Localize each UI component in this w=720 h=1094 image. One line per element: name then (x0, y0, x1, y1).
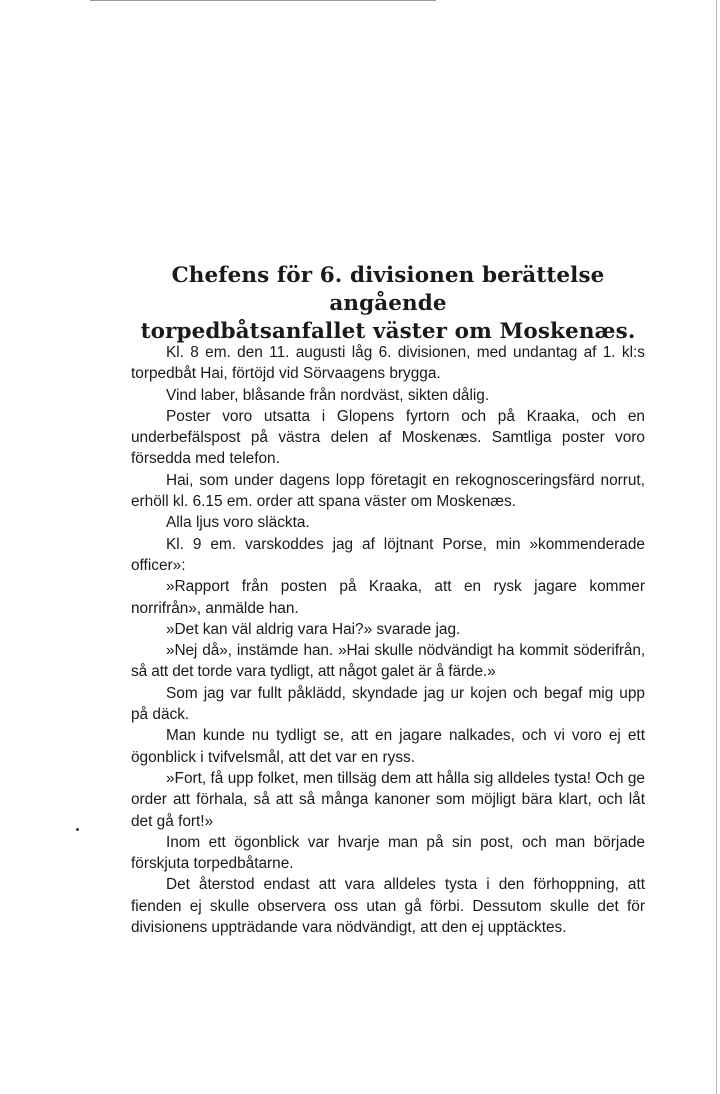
body-text (131, 342, 645, 938)
scan-edge-right (716, 0, 717, 1094)
paragraph: Man kunde nu tydligt se, att en jagare nalkades, och vi voro ej ett ögonblick i tvifvelsmål, att det var en ryss. (131, 727, 645, 766)
paragraph: Poster voro utsatta i Glopens fyrtorn och på Kraaka, och en underbefälspost på västra delen af Moskenæs. Samtliga poster voro försedda med telefon. (131, 407, 645, 468)
paragraph: Vind laber, blåsande från nordväst, sikten dålig. (166, 386, 490, 404)
chapter-title-line-2: torpedbåtsanfallet väster om Moskenæs. (140, 319, 636, 344)
paragraph: »Det kan väl aldrig vara Hai?» svarade jag. (166, 620, 461, 638)
paragraph: Hai, som under dagens lopp företagit en rekognosceringsfärd norrut, erhöll kl. 6.15 em. order att spana väster om Moskenæs. (131, 471, 645, 511)
paragraph: »Rapport från posten på Kraaka, att en rysk jagare kommer norrifrån», anmälde han. (131, 578, 645, 617)
chapter-title-line-1: Chefens för 6. divisionen berättelse angående (171, 263, 605, 316)
paragraph: Kl. 9 em. varskoddes jag af löjtnant Porse, min »kommenderade officer»: (131, 535, 645, 574)
paragraph: Det återstod endast att vara alldeles tysta i den förhoppning, att fienden ej skulle observera oss utan gå förbi. Dessutom skulle det för divisionens uppträdande vara nödvändigt, att den ej upptäcktes. (131, 876, 645, 937)
chapter-title (130, 262, 646, 346)
paragraph: Alla ljus voro släckta. (166, 514, 310, 532)
scan-edge-top (90, 0, 436, 1)
paragraph: Kl. 8 em. den 11. augusti låg 6. divisionen, med undantag af 1. kl:s torpedbåt Hai, förtöjd vid Sörvaagens brygga. (131, 344, 645, 383)
paragraph: »Nej då», instämde han. »Hai skulle nödvändigt ha kommit söderifrån, så att det torde vara tydligt, att något galet är å färde.» (131, 642, 645, 681)
paragraph: »Fort, få upp folket, men tillsäg dem att hålla sig alldeles tysta! Och ge order att förhala, så att så många kanoner som möjligt bära klart, och låt det gå fort!» (131, 769, 645, 830)
paragraph: Inom ett ögonblick var hvarje man på sin post, och man började förskjuta torpedbåtarne. (131, 833, 645, 873)
margin-speck (76, 828, 79, 831)
paragraph: Som jag var fullt påklädd, skyndade jag ur kojen och begaf mig upp på däck. (131, 684, 645, 724)
